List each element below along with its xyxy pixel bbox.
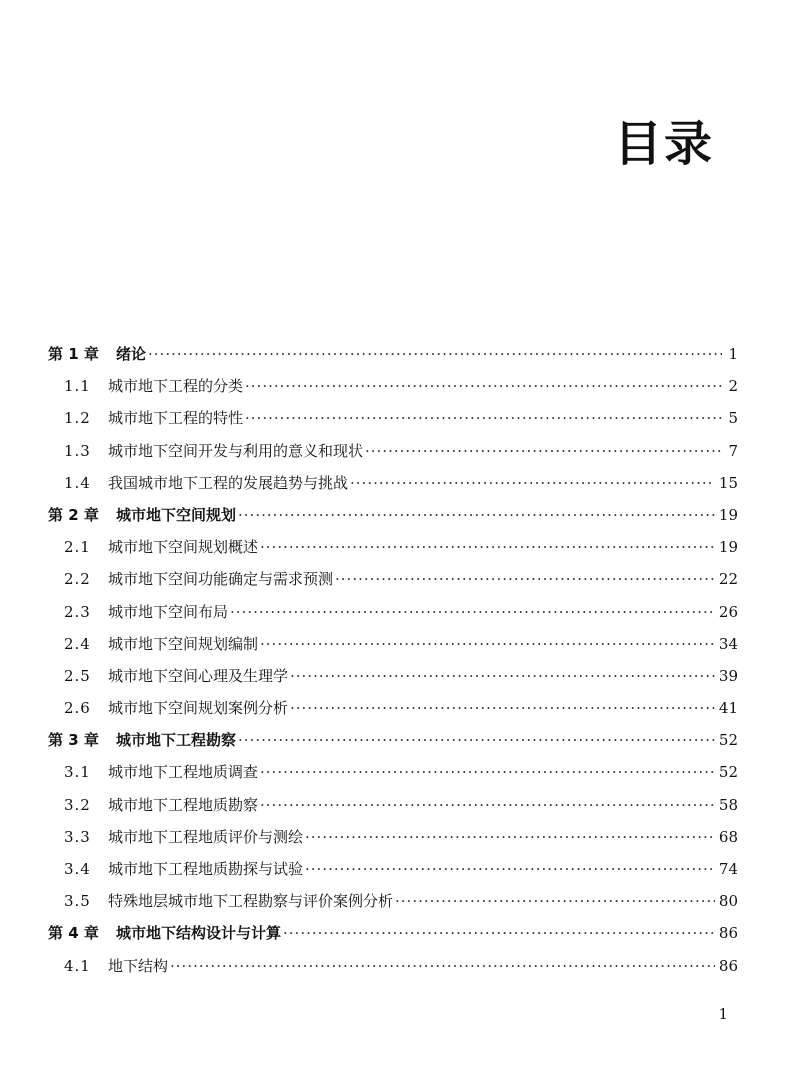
toc-entry-title: 城市地下空间规划 bbox=[116, 505, 237, 524]
toc-section-entry[interactable] bbox=[48, 563, 738, 595]
toc-section-entry[interactable] bbox=[48, 821, 738, 853]
dot-leader bbox=[260, 628, 715, 660]
toc-entry-page: 15 bbox=[718, 473, 738, 492]
dot-leader bbox=[290, 692, 715, 724]
toc-entry-number: 2.3 bbox=[64, 602, 91, 621]
toc-entry-title: 城市地下工程地质勘察 bbox=[108, 795, 259, 814]
toc-entry-number: 1.2 bbox=[64, 409, 91, 428]
toc-entry-title: 城市地下工程地质评价与测绘 bbox=[108, 827, 304, 846]
table-of-contents bbox=[48, 338, 738, 982]
dot-leader bbox=[283, 917, 715, 949]
toc-entry-page: 1 bbox=[728, 345, 738, 363]
toc-entry-number: 2.4 bbox=[64, 634, 91, 653]
toc-section-entry[interactable] bbox=[48, 853, 738, 885]
toc-section-entry[interactable] bbox=[48, 435, 738, 467]
toc-entry-number: 第 4 章 bbox=[48, 924, 99, 943]
dot-leader bbox=[395, 885, 715, 917]
toc-chapter-entry[interactable] bbox=[48, 338, 738, 370]
toc-entry-page: 26 bbox=[718, 602, 738, 621]
toc-chapter-entry[interactable] bbox=[48, 724, 738, 756]
toc-entry-title: 城市地下空间规划编制 bbox=[108, 634, 259, 653]
toc-entry-page: 5 bbox=[728, 409, 738, 428]
toc-section-entry[interactable] bbox=[48, 531, 738, 563]
toc-entry-number: 1.3 bbox=[64, 441, 91, 460]
toc-chapter-entry[interactable] bbox=[48, 917, 738, 949]
toc-section-entry[interactable] bbox=[48, 692, 738, 724]
toc-section-entry[interactable] bbox=[48, 628, 738, 660]
toc-entry-page: 2 bbox=[728, 377, 738, 396]
toc-entry-title: 城市地下工程的分类 bbox=[108, 377, 244, 396]
toc-chapter-entry[interactable] bbox=[48, 499, 738, 531]
toc-entry-page: 39 bbox=[718, 666, 738, 685]
toc-section-entry[interactable] bbox=[48, 402, 738, 434]
toc-entry-title: 绪论 bbox=[116, 345, 147, 363]
dot-leader bbox=[335, 563, 715, 595]
toc-entry-number: 3.4 bbox=[64, 860, 91, 878]
toc-entry-number: 1.4 bbox=[64, 473, 91, 492]
toc-entry-title: 城市地下工程地质调查 bbox=[108, 763, 259, 782]
toc-entry-title: 地下结构 bbox=[108, 956, 169, 975]
toc-entry-page: 7 bbox=[728, 441, 738, 460]
dot-leader bbox=[350, 467, 715, 499]
toc-entry-number: 3.1 bbox=[64, 763, 91, 782]
page-number: 1 bbox=[718, 1005, 728, 1023]
dot-leader bbox=[305, 821, 715, 853]
toc-entry-title: 城市地下空间布局 bbox=[108, 602, 229, 621]
toc-entry-number: 第 2 章 bbox=[48, 505, 99, 524]
toc-entry-page: 19 bbox=[718, 538, 738, 557]
toc-section-entry[interactable] bbox=[48, 756, 738, 788]
toc-entry-page: 86 bbox=[718, 956, 738, 975]
toc-section-entry[interactable] bbox=[48, 950, 738, 982]
toc-entry-title: 特殊地层城市地下工程勘察与评价案例分析 bbox=[108, 892, 394, 911]
toc-entry-number: 第 3 章 bbox=[48, 731, 99, 750]
toc-entry-number: 4.1 bbox=[64, 956, 91, 975]
toc-entry-page: 34 bbox=[718, 634, 738, 653]
toc-entry-title: 城市地下空间功能确定与需求预测 bbox=[108, 570, 334, 589]
toc-entry-number: 3.3 bbox=[64, 827, 91, 846]
dot-leader bbox=[365, 435, 722, 467]
toc-section-entry[interactable] bbox=[48, 596, 738, 628]
dot-leader bbox=[260, 756, 715, 788]
toc-entry-page: 52 bbox=[718, 763, 738, 782]
toc-entry-page: 22 bbox=[718, 570, 738, 589]
toc-section-entry[interactable] bbox=[48, 885, 738, 917]
toc-entry-title: 城市地下空间规划案例分析 bbox=[108, 699, 289, 718]
toc-entry-number: 3.2 bbox=[64, 795, 91, 814]
toc-section-entry[interactable] bbox=[48, 370, 738, 402]
toc-entry-page: 86 bbox=[718, 924, 738, 943]
toc-entry-title: 我国城市地下工程的发展趋势与挑战 bbox=[108, 473, 349, 492]
toc-entry-page: 58 bbox=[718, 795, 738, 814]
toc-entry-number: 3.5 bbox=[64, 892, 91, 911]
toc-entry-title: 城市地下工程的特性 bbox=[108, 409, 244, 428]
toc-entry-title: 城市地下结构设计与计算 bbox=[116, 924, 282, 943]
toc-entry-number: 2.1 bbox=[64, 538, 91, 557]
toc-entry-page: 41 bbox=[718, 699, 738, 718]
toc-entry-page: 19 bbox=[718, 505, 738, 524]
dot-leader bbox=[148, 338, 722, 370]
dot-leader bbox=[238, 499, 715, 531]
dot-leader bbox=[260, 531, 715, 563]
toc-entry-page: 74 bbox=[718, 860, 738, 878]
toc-section-entry[interactable] bbox=[48, 467, 738, 499]
toc-section-entry[interactable] bbox=[48, 660, 738, 692]
dot-leader bbox=[290, 660, 715, 692]
dot-leader bbox=[260, 789, 715, 821]
dot-leader bbox=[238, 724, 715, 756]
toc-entry-number: 第 1 章 bbox=[48, 345, 99, 363]
toc-entry-title: 城市地下空间心理及生理学 bbox=[108, 666, 289, 685]
toc-entry-page: 80 bbox=[718, 892, 738, 911]
dot-leader bbox=[230, 596, 715, 628]
dot-leader bbox=[170, 950, 715, 982]
page-title: 目录 bbox=[613, 116, 714, 172]
toc-entry-page: 52 bbox=[718, 731, 738, 750]
toc-entry-title: 城市地下空间开发与利用的意义和现状 bbox=[108, 441, 364, 460]
toc-entry-number: 2.5 bbox=[64, 666, 91, 685]
toc-section-entry[interactable] bbox=[48, 789, 738, 821]
dot-leader bbox=[245, 402, 722, 434]
toc-entry-title: 城市地下工程勘察 bbox=[116, 731, 237, 750]
toc-entry-page: 68 bbox=[718, 827, 738, 846]
toc-entry-title: 城市地下空间规划概述 bbox=[108, 538, 259, 557]
toc-entry-title: 城市地下工程地质勘探与试验 bbox=[108, 860, 304, 878]
dot-leader bbox=[245, 370, 722, 402]
toc-entry-number: 1.1 bbox=[64, 377, 91, 396]
dot-leader bbox=[305, 853, 715, 885]
toc-entry-number: 2.2 bbox=[64, 570, 91, 589]
toc-entry-number: 2.6 bbox=[64, 699, 91, 718]
